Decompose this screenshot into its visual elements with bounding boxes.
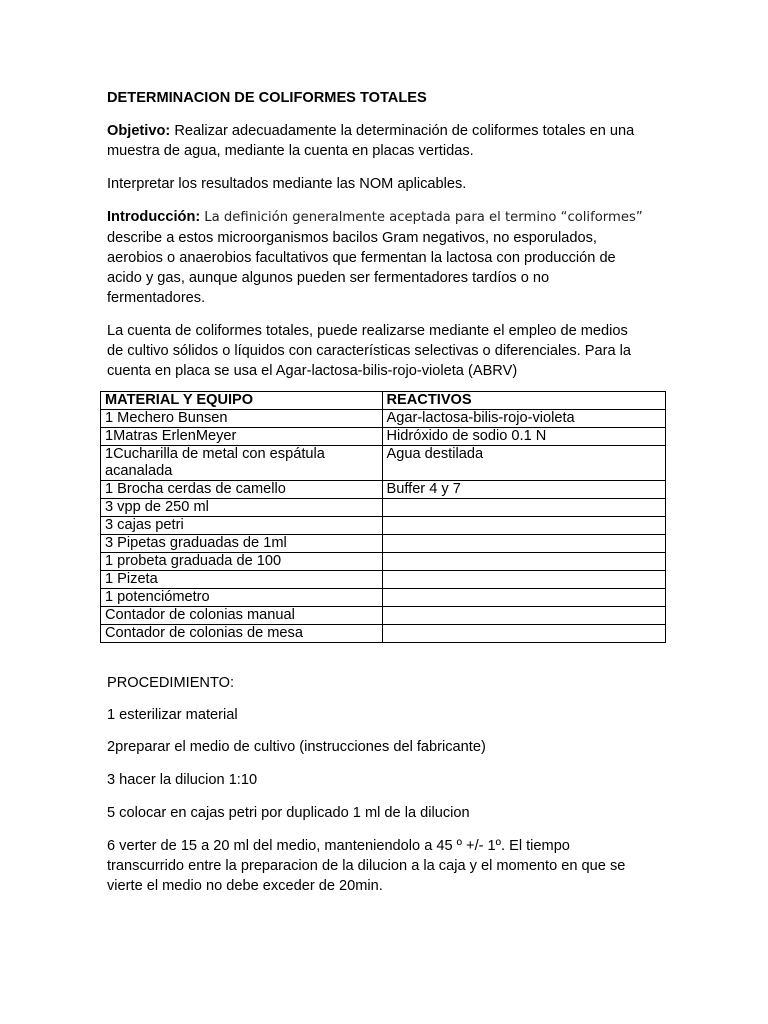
introduction-line: acido y gas, aunque algunos pueden ser fermentadores tardíos o no	[107, 270, 550, 286]
material-cell: 1 Pizeta	[101, 571, 383, 589]
reagent-cell: Hidróxido de sodio 0.1 N	[382, 428, 666, 446]
table-row	[101, 625, 666, 643]
table-row	[101, 607, 666, 625]
material-cell: 1 Brocha cerdas de camello	[101, 481, 383, 499]
procedure-step-6	[107, 836, 667, 896]
objective-text-line-1: Realizar adecuadamente la determinación de coliformes totales en una	[174, 123, 635, 139]
procedure-step: 1 esterilizar material	[107, 707, 238, 723]
procedure-step-line: transcurrido entre la preparacion de la dilucion a la caja y el momento en que se	[107, 858, 626, 874]
table-header-row	[101, 392, 666, 410]
reagent-cell	[382, 589, 666, 607]
table-row	[101, 517, 666, 535]
objective-label: Objetivo:	[107, 123, 171, 139]
procedure-step: 2preparar el medio de cultivo (instrucciones del fabricante)	[107, 739, 486, 755]
material-cell: 1 probeta graduada de 100	[101, 553, 383, 571]
introduction-line: fermentadores.	[107, 290, 206, 306]
reagent-cell	[382, 571, 666, 589]
material-cell: 1 Mechero Bunsen	[101, 410, 383, 428]
material-cell: Contador de colonias manual	[101, 607, 383, 625]
material-cell: 3 cajas petri	[101, 517, 383, 535]
materials-table	[100, 391, 666, 643]
procedure-heading: PROCEDIMIENTO:	[107, 675, 235, 691]
reagents-header: REACTIVOS	[382, 392, 666, 410]
count-line: cuenta en placa se usa el Agar-lactosa-bilis-rojo-violeta (ABRV)	[107, 363, 518, 379]
material-cell: 3 vpp de 250 ml	[101, 499, 383, 517]
reagent-cell	[382, 625, 666, 643]
count-line: de cultivo sólidos o líquidos con características selectivas o diferenciales. Para la	[107, 343, 632, 359]
introduction-label: Introducción:	[107, 209, 201, 225]
introduction-paragraph	[107, 207, 667, 308]
objective-paragraph	[107, 121, 667, 161]
procedure-step: 5 colocar en cajas petri por duplicado 1 ml de la dilucion	[107, 805, 470, 821]
reagent-cell	[382, 553, 666, 571]
reagent-cell: Buffer 4 y 7	[382, 481, 666, 499]
material-header: MATERIAL Y EQUIPO	[101, 392, 383, 410]
procedure-step: 3 hacer la dilucion 1:10	[107, 772, 258, 788]
table-row	[101, 481, 666, 499]
material-cell: Contador de colonias de mesa	[101, 625, 383, 643]
table-row	[101, 428, 666, 446]
procedure-step-line: vierte el medio no debe exceder de 20min.	[107, 878, 383, 894]
document-body	[107, 88, 667, 381]
table-row	[101, 553, 666, 571]
material-cell: 1 potenciómetro	[101, 589, 383, 607]
reagent-cell	[382, 499, 666, 517]
reagent-cell: Agar-lactosa-bilis-rojo-violeta	[382, 410, 666, 428]
procedure-step-line: 6 verter de 15 a 20 ml del medio, manteniendolo a 45 º +/- 1º. El tiempo	[107, 838, 570, 854]
table-row	[101, 410, 666, 428]
reagent-cell	[382, 607, 666, 625]
reagent-cell: Agua destilada	[382, 446, 666, 481]
table-row	[101, 535, 666, 553]
reagent-cell	[382, 535, 666, 553]
introduction-first-line: La definición generalmente aceptada para el termino “coliformes”	[204, 210, 643, 225]
objective-text-line-2: muestra de agua, mediante la cuenta en placas vertidas.	[107, 143, 474, 159]
introduction-line: describe a estos microorganismos bacilos Gram negativos, no esporulados,	[107, 230, 597, 246]
interpret-paragraph: Interpretar los resultados mediante las NOM aplicables.	[107, 176, 467, 192]
table-row	[101, 589, 666, 607]
table-row	[101, 571, 666, 589]
count-paragraph	[107, 321, 667, 381]
material-cell: 1Matras ErlenMeyer	[101, 428, 383, 446]
material-cell: 3 Pipetas graduadas de 1ml	[101, 535, 383, 553]
introduction-line: aerobios o anaerobios facultativos que fermentan la lactosa con producción de	[107, 250, 616, 266]
table-row	[101, 446, 666, 481]
material-cell: 1Cucharilla de metal con espátula acanalada	[101, 446, 383, 481]
count-line: La cuenta de coliformes totales, puede realizarse mediante el empleo de medios	[107, 323, 628, 339]
reagent-cell	[382, 517, 666, 535]
document-title: DETERMINACION DE COLIFORMES TOTALES	[107, 90, 427, 106]
table-row	[101, 499, 666, 517]
